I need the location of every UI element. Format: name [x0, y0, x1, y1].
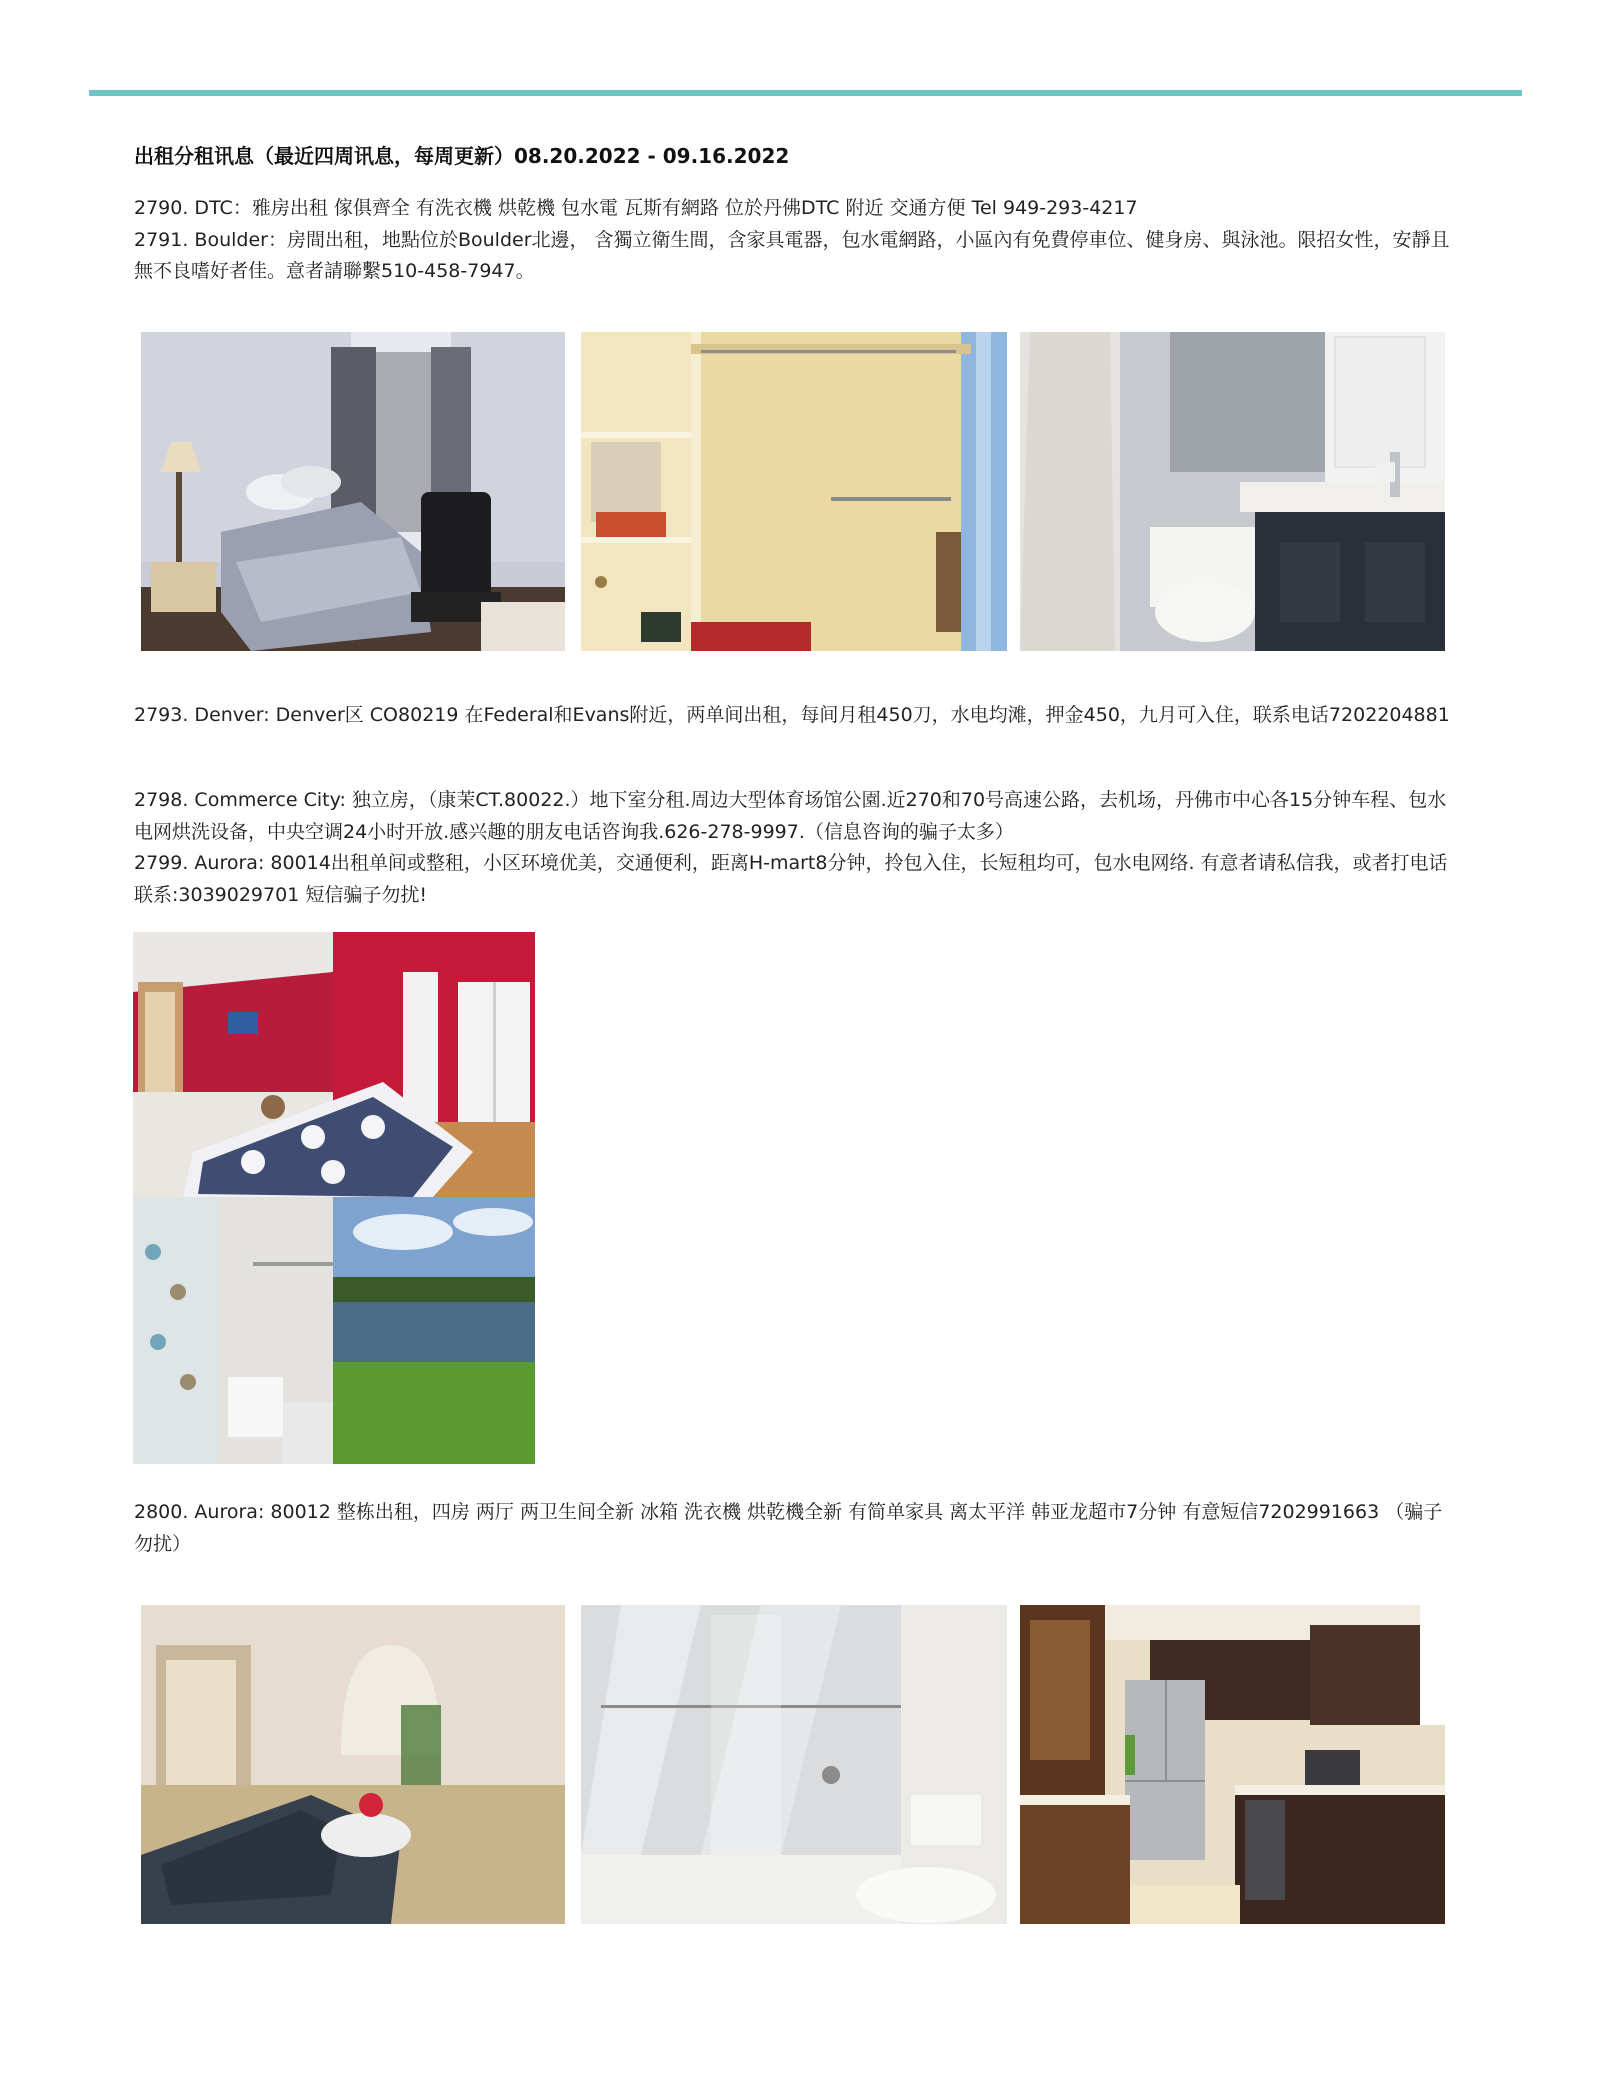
page-title: 出租分租讯息（最近四周讯息，每周更新）08.20.2022 - 09.16.2022 [134, 144, 790, 168]
listing-2790: 2790. DTC：雅房出租 傢俱齊全 有洗衣機 烘乾機 包水電 瓦斯有網路 位於丹佛DTC 附近 交通方便 Tel 949-293-4217 [134, 197, 1138, 219]
aurora-collage-photo [133, 932, 535, 1464]
header-rule [89, 90, 1522, 96]
listing-block-1 [134, 193, 1454, 288]
bedroom-photo [141, 332, 565, 651]
listing-2799: 2799. Aurora: 80014出租单间或整租，小区环境优美，交通便利，距离H-mart8分钟，拎包入住，长短租均可，包水电网络. 有意者请私信我，或者打电话联系:3039029701 短信骗子勿扰! [134, 852, 1448, 906]
listing-2798: 2798. Commerce City: 独立房，（康茉CT.80022.）地下室分租.周边大型体育场馆公園.近270和70号高速公路，去机场，丹佛市中心各15分钟车程、包水电网烘洗设备，中央空调24小时开放.感兴趣的朋友电话咨询我.626-278-9997.（信息咨询的骗子太多） [134, 789, 1447, 843]
listing-block-4 [134, 1497, 1454, 1560]
closet-photo [581, 332, 1007, 651]
bathroom-photo [1020, 332, 1445, 651]
kitchen-photo [1020, 1605, 1445, 1924]
living-room-photo [141, 1605, 565, 1924]
listing-2800: 2800. Aurora: 80012 整栋出租，四房 两厅 两卫生间全新 冰箱 洗衣機 烘乾機全新 有简单家具 离太平洋 韩亚龙超市7分钟 有意短信7202991663 （骗子勿扰） [134, 1501, 1443, 1555]
listing-2793: 2793. Denver: Denver区 CO80219 在Federal和Evans附近，两单间出租，每间月租450刀，水电均滩，押金450，九月可入住，联系电话7202204881 [134, 704, 1450, 726]
listing-block-2 [134, 700, 1454, 732]
shower-photo [581, 1605, 1007, 1924]
listing-2791: 2791. Boulder：房間出租，地點位於Boulder北邊， 含獨立衛生間，含家具電器，包水電網路，小區內有免費停車位、健身房、與泳池。限招女性，安靜且無不良嗜好者佳。意者請聯繫510-458-7947。 [134, 228, 1450, 282]
listing-block-3 [134, 785, 1454, 911]
